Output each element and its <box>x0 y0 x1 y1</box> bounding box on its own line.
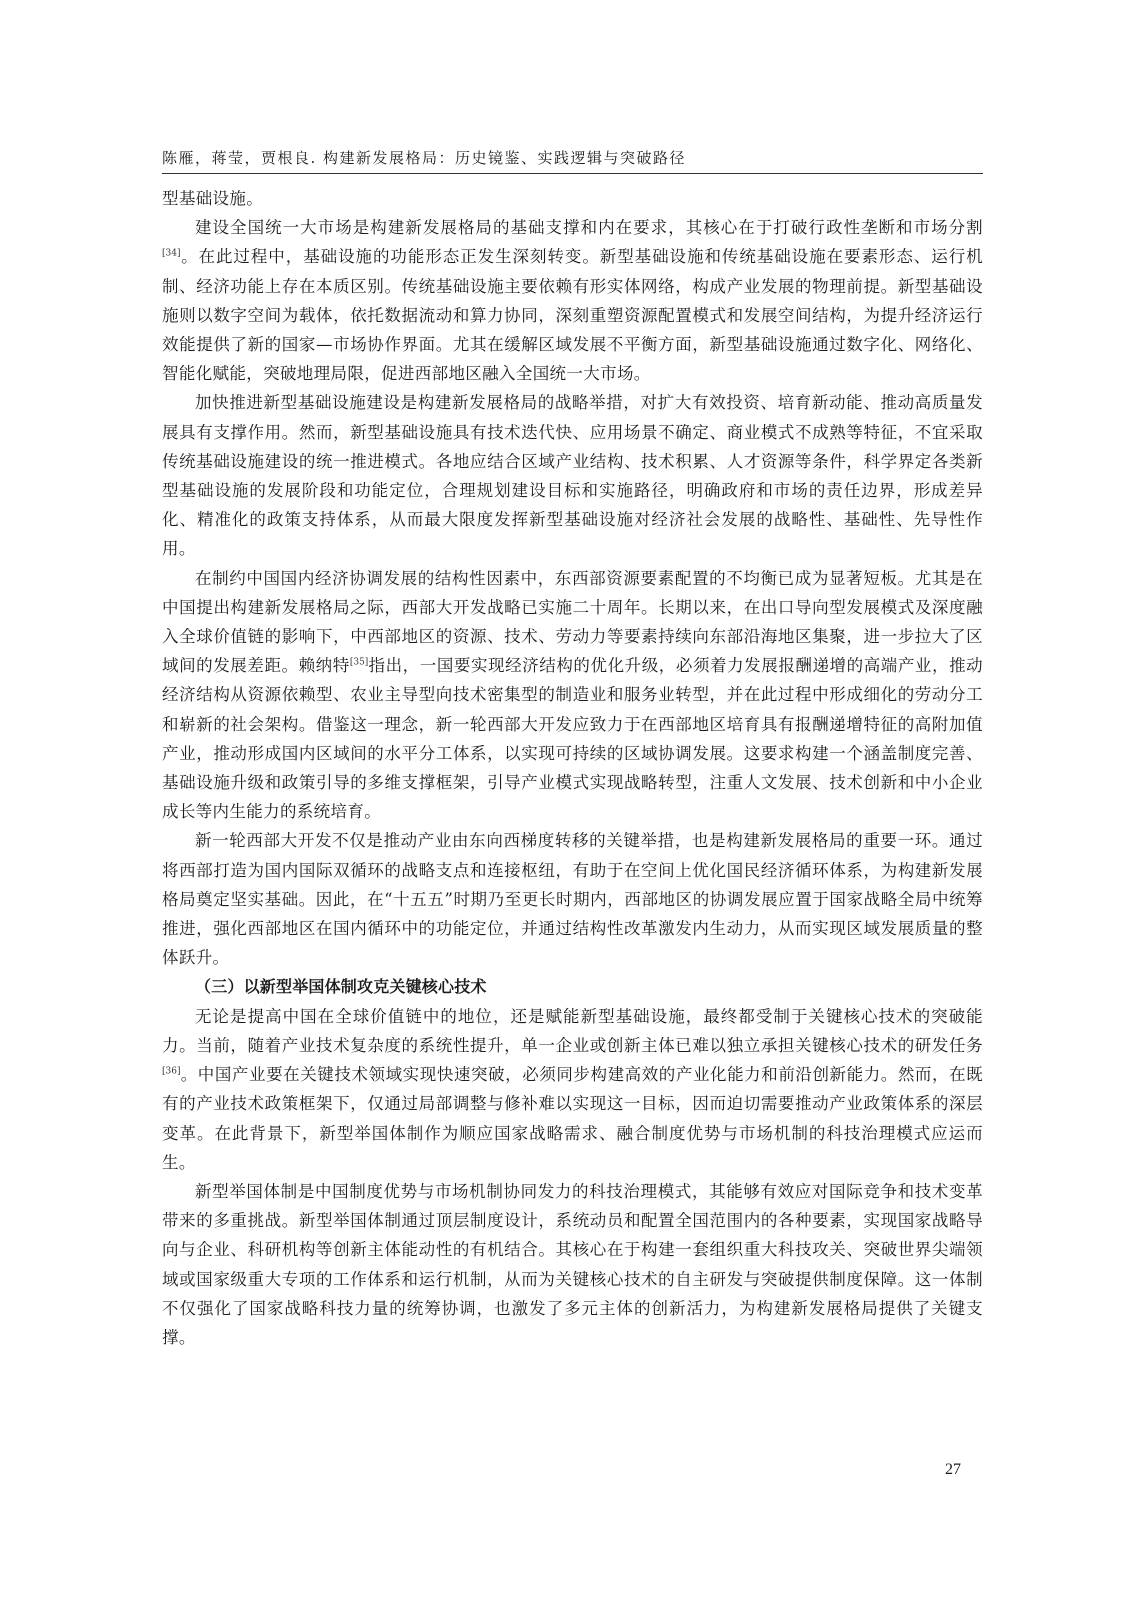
paragraph-text: 。在此过程中，基础设施的功能形态正发生深刻转变。新型基础设施和传统基础设施在要素形态、运行机制、经济功能上存在本质区别。传统基础设施主要依赖有形实体网络，构成产业发展的物理前提。新型基础设施则以数字空间为载体，依托数据流动和算力协同，深刻重塑资源配置模式和发展空间结构，为提升经济运行效能提供了新的国家—市场协作界面。尤其在缓解区域发展不平衡方面，新型基础设施通过数字化、网络化、智能化赋能，突破地理局限，促进西部地区融入全国统一大市场。 <box>162 247 983 384</box>
paragraph-national-system: 新型举国体制是中国制度优势与市场机制协同发力的科技治理模式，其能够有效应对国际竞争和技术变革带来的多重挑战。新型举国体制通过顶层制度设计，系统动员和配置全国范围内的各种要素，实现国家战略导向与企业、科研机构等创新主体能动性的有机结合。其核心在于构建一套组织重大科技攻关、突破世界尖端领域或国家级重大专项的工作体系和运行机制，从而为关键核心技术的自主研发与突破提供制度保障。这一体制不仅强化了国家战略科技力量的统筹协调，也激发了多元主体的创新活力，为构建新发展格局提供了关键支撑。 <box>162 1181 983 1347</box>
paragraph-unified-market <box>162 213 983 388</box>
page-number: 27 <box>945 1461 961 1478</box>
article-body <box>162 184 983 1352</box>
paragraph-new-infrastructure: 加快推进新型基础设施建设是构建新发展格局的战略举措，对扩大有效投资、培育新动能、推动高质量发展具有支撑作用。然而，新型基础设施具有技术迭代快、应用场景不确定、商业模式不成熟等特征，不宜采取传统基础设施建设的统一推进模式。各地应结合区域产业结构、技术积累、人才资源等条件，科学界定各类新型基础设施的发展阶段和功能定位，合理规划建设目标和实施路径，明确政府和市场的责任边界，形成差异化、精准化的政策支持体系，从而最大限度发挥新型基础设施对经济社会发展的战略性、基础性、先导性作用。 <box>162 393 983 559</box>
citation-marker: [35] <box>349 657 369 668</box>
paragraph-core-technology <box>162 1002 983 1177</box>
paragraph-text: 建设全国统一大市场是构建新发展格局的基础支撑和内在要求，其核心在于打破行政性垄断和市场分割 <box>195 218 983 238</box>
paragraph-text: 在制约中国国内经济协调发展的结构性因素中，东西部资源要素配置的不均衡已成为显著短板。尤其是在中国提出构建新发展格局之际，西部大开发战略已实施二十周年。长期以来，在出口导向型发展模式及深度融入全球价值链的影响下，中西部地区的资源、技术、劳动力等要素持续向东部沿海地区集聚，进一步拉大了区域间的发展差距。赖纳特 <box>162 568 983 676</box>
running-header: 陈雁，蒋莹，贾根良. 构建新发展格局：历史镜鉴、实践逻辑与突破路径 <box>162 149 687 167</box>
paragraph-western-development: 新一轮西部大开发不仅是推动产业由东向西梯度转移的关键举措，也是构建新发展格局的重要一环。通过将西部打造为国内国际双循环的战略支点和连接枢纽，有助于在空间上优化国民经济循环体系，为构建新发展格局奠定坚实基础。因此，在“十五五”时期乃至更长时期内，西部地区的协调发展应置于国家战略全局中统筹推进，强化西部地区在国内循环中的功能定位，并通过结构性改革激发内生动力，从而实现区域发展质量的整体跃升。 <box>162 831 983 968</box>
paragraph-text: 指出，一国要实现经济结构的优化升级，必须着力发展报酬递增的高端产业，推动经济结构从资源依赖型、农业主导型向技术密集型的制造业和服务业转型，并在此过程中形成细化的劳动分工和崭新的社会架构。借鉴这一理念，新一轮西部大开发应致力于在西部地区培育具有报酬递增特征的高附加值产业，推动形成国内区域间的水平分工体系，以实现可持续的区域协调发展。这要求构建一个涵盖制度完善、基础设施升级和政策引导的多维支撑框架，引导产业模式实现战略转型，注重人文发展、技术创新和中小企业成长等内生能力的系统培育。 <box>162 656 983 822</box>
paragraph-text: 。中国产业要在关键技术领域实现快速突破，必须同步构建高效的产业化能力和前沿创新能力。然而，在既有的产业技术政策框架下，仅通过局部调整与修补难以实现这一目标，因而迫切需要推动产业政策体系的深层变革。在此背景下，新型举国体制作为顺应国家战略需求、融合制度优势与市场机制的科技治理模式应运而生。 <box>162 1065 983 1172</box>
citation-marker: [36] <box>162 1066 181 1077</box>
paragraph-regional-development <box>162 564 983 827</box>
header-rule <box>162 173 983 174</box>
section-heading: （三）以新型举国体制攻克关键核心技术 <box>195 977 487 997</box>
citation-marker: [34] <box>162 248 181 259</box>
paragraph-continuation: 型基础设施。 <box>162 189 264 208</box>
paragraph-text: 无论是提高中国在全球价值链中的地位，还是赋能新型基础设施，最终都受制于关键核心技术的突破能力。当前，随着产业技术复杂度的系统性提升，单一企业或创新主体已难以独立承担关键核心技术的研发任务 <box>162 1006 983 1055</box>
